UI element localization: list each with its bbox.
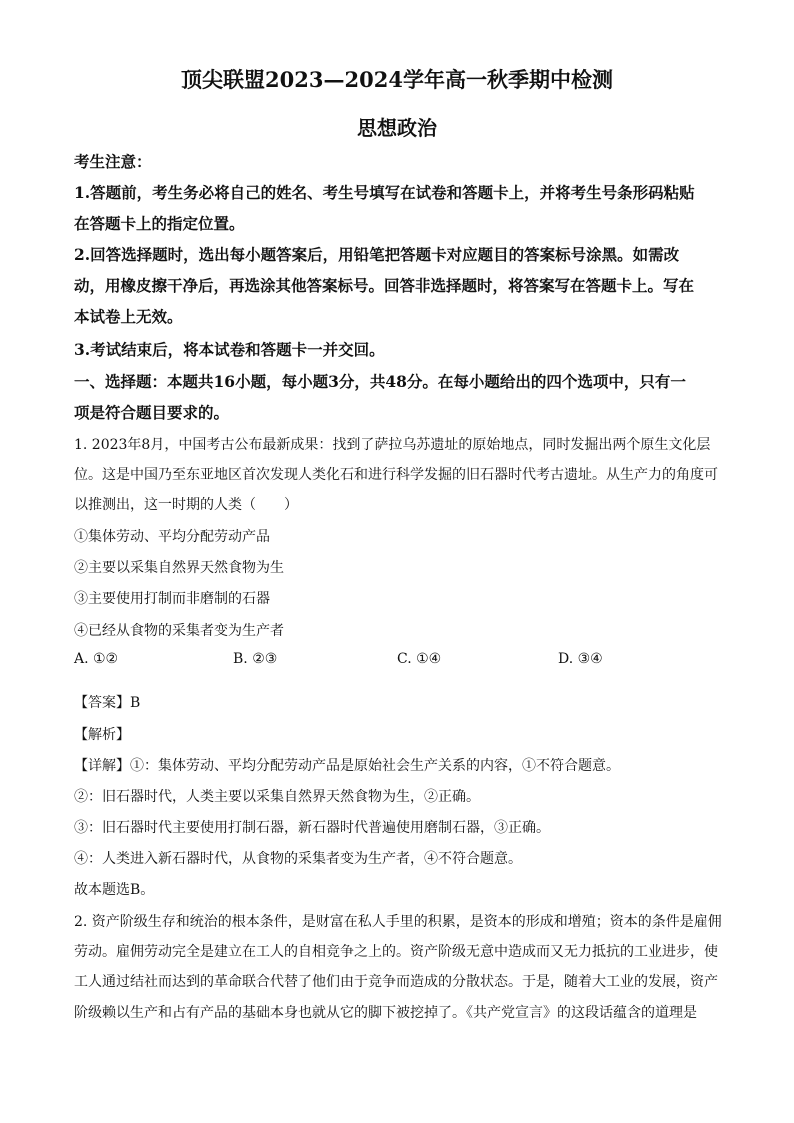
notice-line: 本试卷上无效。 xyxy=(74,307,183,326)
notice-line: 在答题卡上的指定位置。 xyxy=(74,214,245,233)
question-1-stem: 以推测出，这一时期的人类（ ） xyxy=(74,497,298,513)
statement-item: ①集体劳动、平均分配劳动产品 xyxy=(74,529,270,545)
option-b: B. ②③ xyxy=(233,651,278,667)
question-1-stem: 位。这是中国乃至东亚地区首次发现人类化石和进行科学发掘的旧石器时代考古遗址。从生产力的角度可 xyxy=(74,467,718,483)
answer-label: 【答案】B xyxy=(74,695,141,711)
option-a: A. ①② xyxy=(74,651,119,667)
analysis-label: 【解析】 xyxy=(74,727,130,743)
explanation-line: 【详解】①：集体劳动、平均分配劳动产品是原始社会生产关系的内容，①不符合题意。 xyxy=(74,758,620,774)
option-c: C. ①④ xyxy=(397,651,442,667)
section-heading: 一、选择题：本题共16小题，每小题3分，共48分。在每小题给出的四个选项中，只有一 xyxy=(74,372,686,391)
question-1-stem: 1. 2023年8月，中国考古公布最新成果：找到了萨拉乌苏遗址的原始地点，同时发掘出两个原生文化层 xyxy=(74,437,711,453)
section-heading: 项是符合题目要求的。 xyxy=(74,403,230,422)
question-2-stem: 劳动。雇佣劳动完全是建立在工人的自相竞争之上的。资产阶级无意中造成而又无力抵抗的工业进步，使 xyxy=(74,944,718,960)
explanation-conclusion: 故本题选B。 xyxy=(74,882,155,898)
explanation-line: ③：旧石器时代主要使用打制石器，新石器时代普遍使用磨制石器，③正确。 xyxy=(74,820,550,836)
option-d: D. ③④ xyxy=(558,651,603,667)
statement-item: ②主要以采集自然界天然食物为生 xyxy=(74,560,284,576)
question-2-stem: 2. 资产阶级生存和统治的根本条件，是财富在私人手里的积累，是资本的形成和增殖；资本的条件是雇佣 xyxy=(74,914,722,930)
exam-title: 顶尖联盟2023—2024学年高一秋季期中检测 xyxy=(181,67,613,92)
question-2-stem: 阶级赖以生产和占有产品的基础本身也就从它的脚下被挖掉了。《共产党宣言》的这段话蕴含的道理是 xyxy=(74,1005,697,1021)
notice-heading: 考生注意： xyxy=(74,152,152,171)
notice-line: 3.考试结束后，将本试卷和答题卡一并交回。 xyxy=(74,340,385,359)
subject-title: 思想政治 xyxy=(357,116,437,140)
explanation-line: ②：旧石器时代，人类主要以采集自然界天然食物为生，②正确。 xyxy=(74,789,480,805)
notice-line: 2.回答选择题时，选出每小题答案后，用铅笔把答题卡对应题目的答案标号涂黑。如需改 xyxy=(74,245,680,264)
question-2-stem: 工人通过结社而达到的革命联合代替了他们由于竞争而造成的分散状态。于是，随着大工业的发展，资产 xyxy=(74,974,718,990)
notice-line: 1.答题前，考生务必将自己的姓名、考生号填写在试卷和答题卡上，并将考生号条形码粘贴 xyxy=(74,183,695,202)
explanation-line: ④：人类进入新石器时代，从食物的采集者变为生产者，④不符合题意。 xyxy=(74,851,522,867)
statement-item: ④已经从食物的采集者变为生产者 xyxy=(74,623,284,639)
notice-line: 动，用橡皮擦干净后，再选涂其他答案标号。回答非选择题时，将答案写在答题卡上。写在 xyxy=(74,276,695,295)
statement-item: ③主要使用打制而非磨制的石器 xyxy=(74,591,270,607)
